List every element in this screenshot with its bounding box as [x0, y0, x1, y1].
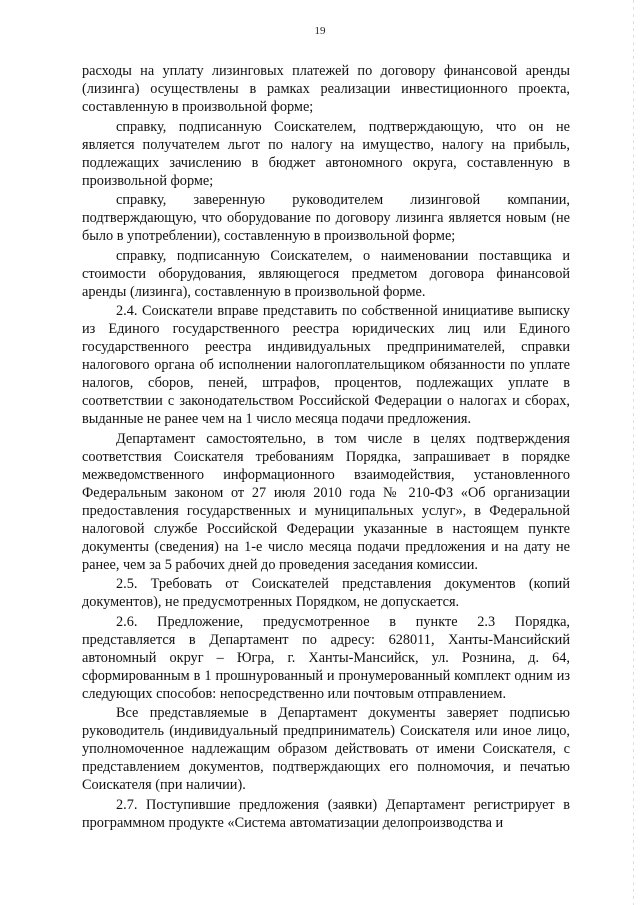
- paragraph-2-4: 2.4. Соискатели вправе представить по собственной инициативе выписку из Единого государственного реестра юридических лиц или Единого государственного реестра индивидуальных предпринимателей, справки налогового органа об исполнении налогоплательщиком обязанности по уплате налогов, сборов, пеней, штрафов, процентов, подлежащих уплате в соответствии с законодательством Российской Федерации о налогах и сборах, выданные не ранее чем на 1 число месяца подачи предложения.: [82, 303, 570, 427]
- document-body: [82, 62, 570, 833]
- paragraph-2-6: 2.6. Предложение, предусмотренное в пункте 2.3 Порядка, представляется в Департамент по адресу: 628011, Ханты-Мансийский автономный округ – Югра, г. Ханты-Мансийск, ул. Рознина, д. 64, сформированным в 1 прошнурованный и пронумерованный комплект одним из следующих способов: непосредственно или почтовым отправлением.: [82, 613, 570, 702]
- paragraph-2-5: 2.5. Требовать от Соискателей представления документов (копий документов), не предусмотренных Порядком, не допускается.: [82, 576, 570, 610]
- paragraph-supplier-certificate: справку, подписанную Соискателем, о наименовании поставщика и стоимости оборудования, являющегося предметом договора финансовой аренды (лизинга), составленную в произвольной форме.: [82, 247, 570, 300]
- paragraph-department-requests: Департамент самостоятельно, в том числе в целях подтверждения соответствия Соискателя требованиям Порядка, запрашивает в порядке межведомственного информационного взаимодействия, установленного Федеральным законом от 27 июля 2010 года № 210-ФЗ «Об организации предоставления государственных и муниципальных услуг», в Федеральной налоговой службе Российской Федерации указанные в настоящем пункте документы (сведения) на 1-е число месяца подачи предложения и на дату не ранее, чем за 5 рабочих дней до проведения заседания комиссии.: [82, 430, 570, 573]
- paragraph-tax-benefits-certificate: справку, подписанную Соискателем, подтверждающую, что он не является получателем льгот по налогу на имущество, налогу на прибыль, подлежащих зачислению в бюджет автономного округа, составленную в произвольной форме;: [82, 118, 570, 189]
- paragraph-2-7: 2.7. Поступившие предложения (заявки) Департамент регистрирует в программном продукте «Система автоматизации делопроизводства и: [82, 796, 570, 831]
- scan-edge-line: [633, 0, 634, 905]
- paragraph-document-certification: Все представляемые в Департамент документы заверяет подписью руководитель (индивидуальный предприниматель) Соискателя или иное лицо, уполномоченное надлежащим образом действовать от имени Соискателя, с представлением документов, подтверждающих его полномочия, и печатью Соискателя (при наличии).: [82, 705, 570, 793]
- page-number: 19: [314, 25, 326, 37]
- paragraph-leasing-expenses: расходы на уплату лизинговых платежей по договору финансовой аренды (лизинга) осуществлены в рамках реализации инвестиционного проекта, составленную в произвольной форме;: [82, 63, 570, 115]
- paragraph-new-equipment-certificate: справку, заверенную руководителем лизинговой компании, подтверждающую, что оборудование по договору лизинга является новым (не было в употреблении), составленную в произвольной форме;: [82, 192, 570, 244]
